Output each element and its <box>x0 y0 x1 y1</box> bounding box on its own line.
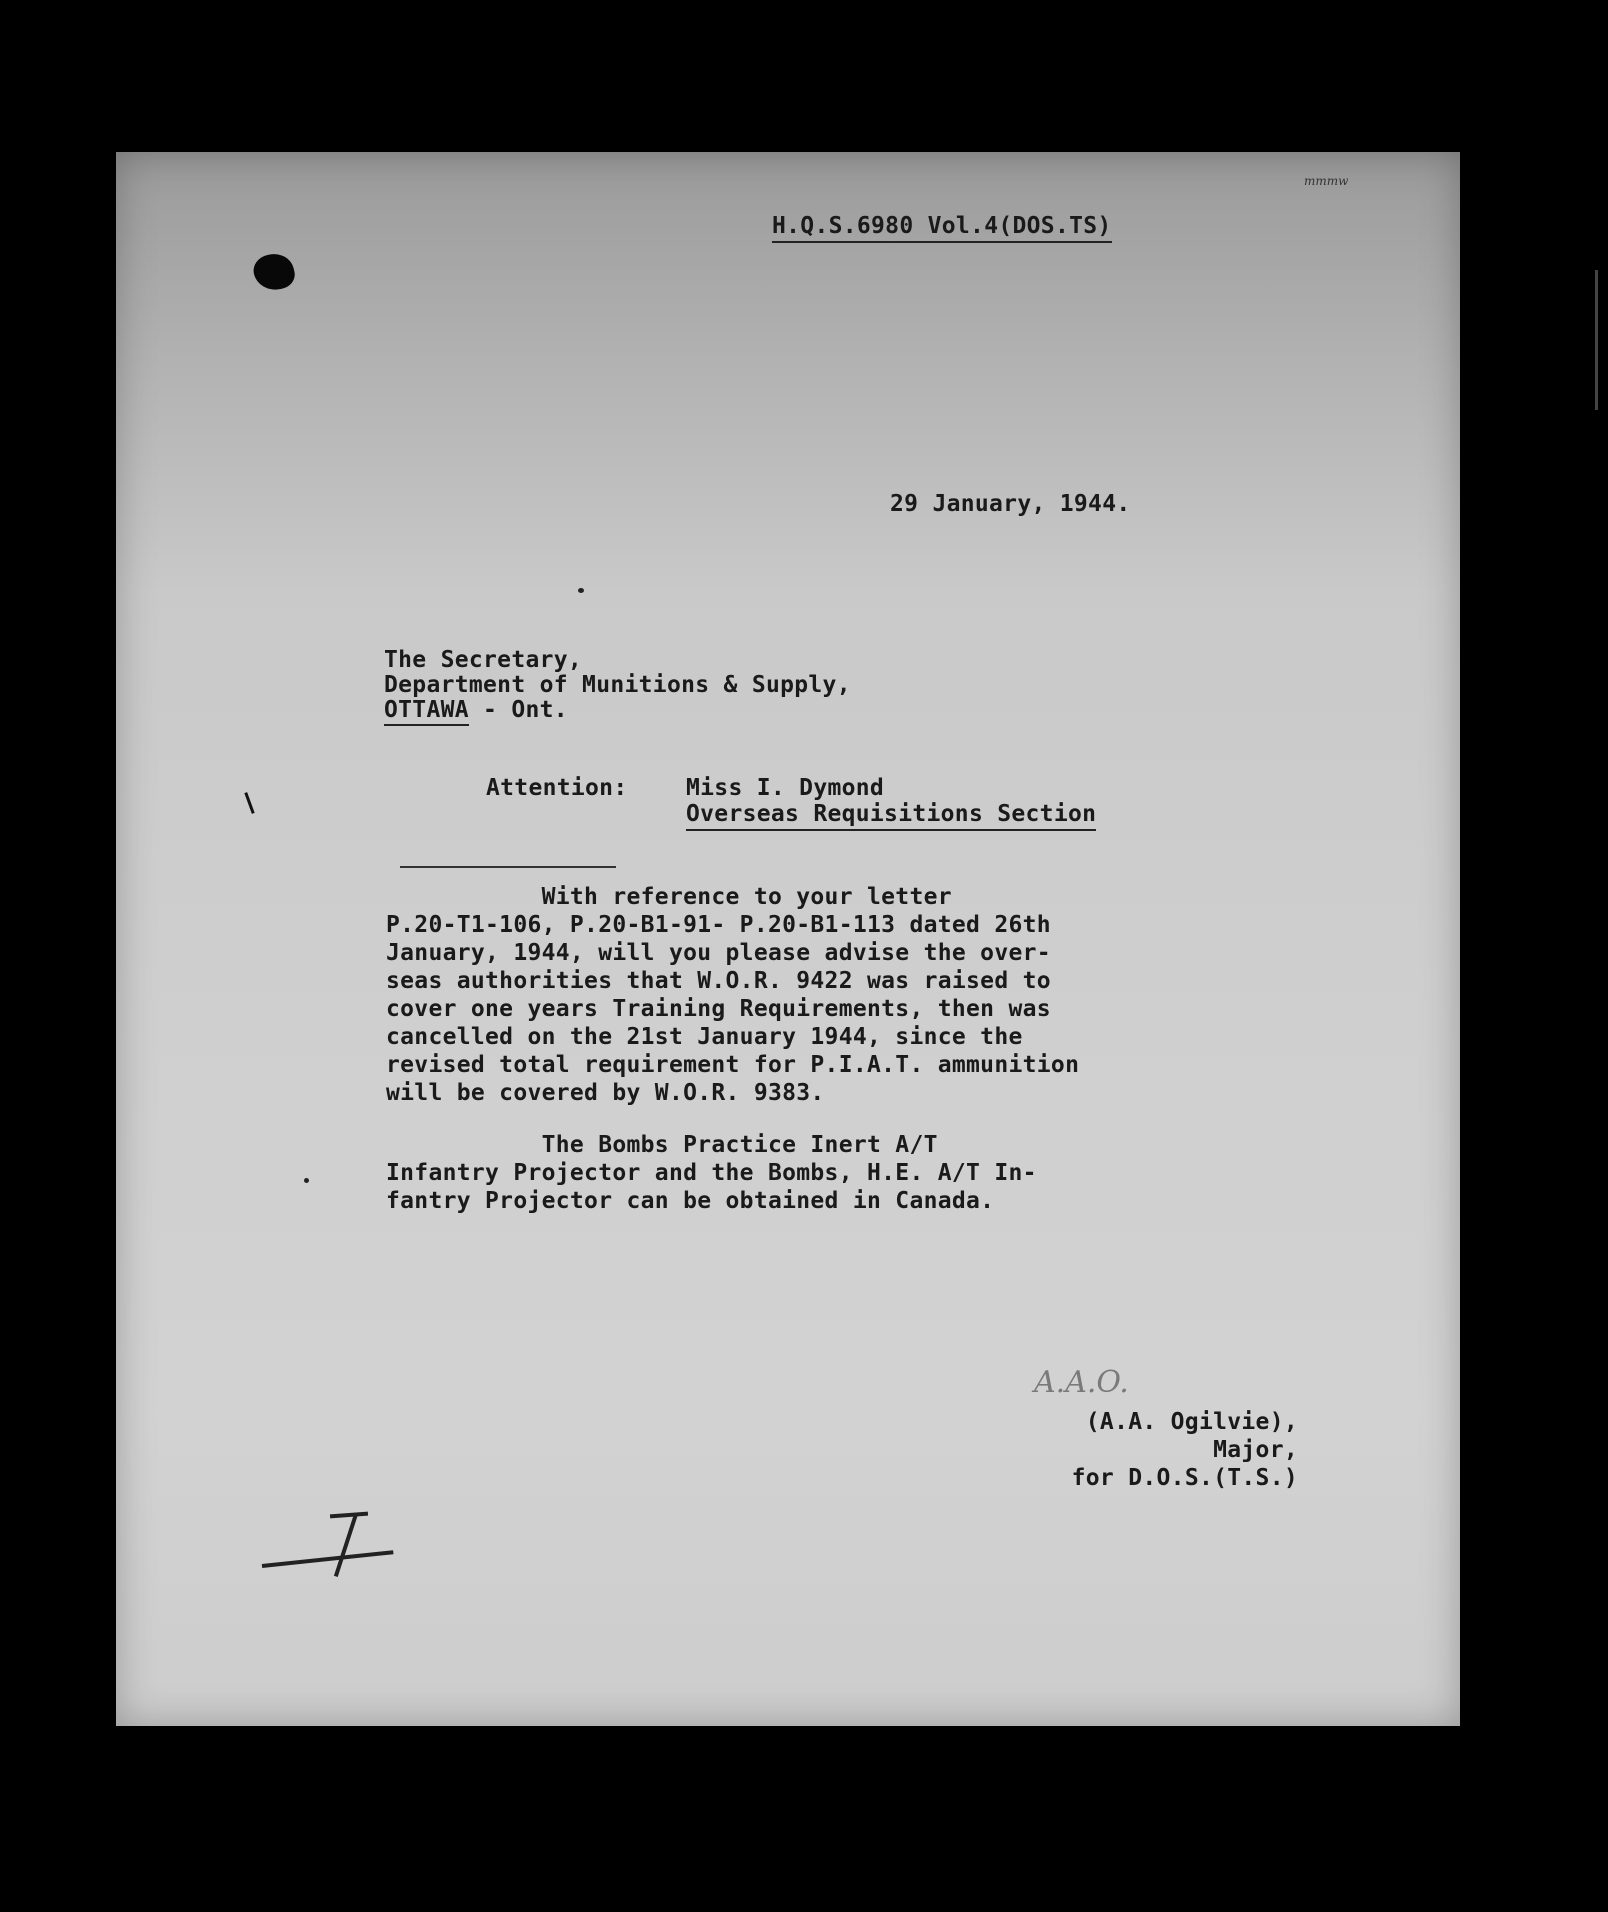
body-line: cover one years Training Requirements, then was <box>386 996 1051 1022</box>
letter-page <box>116 152 1460 1726</box>
addressee-line-1: The Secretary, <box>384 647 583 673</box>
signature-for: for D.O.S.(T.S.) <box>1071 1465 1298 1491</box>
body-line: will be covered by W.O.R. 9383. <box>386 1080 825 1106</box>
body-line: Infantry Projector and the Bombs, H.E. A/T In- <box>386 1160 1037 1186</box>
signature-rank: Major, <box>1213 1437 1298 1463</box>
body-line: cancelled on the 21st January 1944, since the <box>386 1024 1023 1050</box>
body-line: revised total requirement for P.I.A.T. ammunition <box>386 1052 1080 1078</box>
letter-date: 29 January, 1944. <box>890 491 1131 517</box>
body-line: January, 1944, will you please advise the over- <box>386 940 1051 966</box>
attention-label: Attention: <box>486 775 628 801</box>
pencil-mark <box>262 1550 394 1568</box>
divider-line <box>400 866 616 868</box>
ink-speck <box>304 1178 309 1183</box>
corner-annotation: mmmw <box>1304 174 1349 188</box>
ink-blot <box>251 250 298 294</box>
pencil-mark <box>330 1512 368 1519</box>
body-line: P.20-T1-106, P.20-B1-91- P.20-B1-113 dated 26th <box>386 912 1051 938</box>
body-line: The Bombs Practice Inert A/T <box>386 1132 938 1158</box>
file-reference: H.Q.S.6980 Vol.4(DOS.TS) <box>772 212 1112 243</box>
addressee-city: OTTAWA <box>384 697 469 726</box>
body-line: seas authorities that W.O.R. 9422 was raised to <box>386 968 1051 994</box>
film-edge-mark <box>1595 270 1598 410</box>
margin-tick <box>244 792 254 814</box>
body-line: fantry Projector can be obtained in Canada. <box>386 1188 995 1214</box>
pencil-mark <box>334 1513 358 1577</box>
addressee-line-2: Department of Munitions & Supply, <box>384 672 851 698</box>
body-line: With reference to your letter <box>386 884 952 910</box>
signature-name: (A.A. Ogilvie), <box>1085 1409 1298 1435</box>
ink-speck <box>578 588 584 593</box>
attention-name: Miss I. Dymond <box>686 775 885 801</box>
addressee-city-suffix: - Ont. <box>468 697 568 723</box>
addressee-line-3 <box>384 696 568 724</box>
attention-section: Overseas Requisitions Section <box>686 800 1096 831</box>
signature-initials: A.A.O. <box>1034 1365 1129 1400</box>
